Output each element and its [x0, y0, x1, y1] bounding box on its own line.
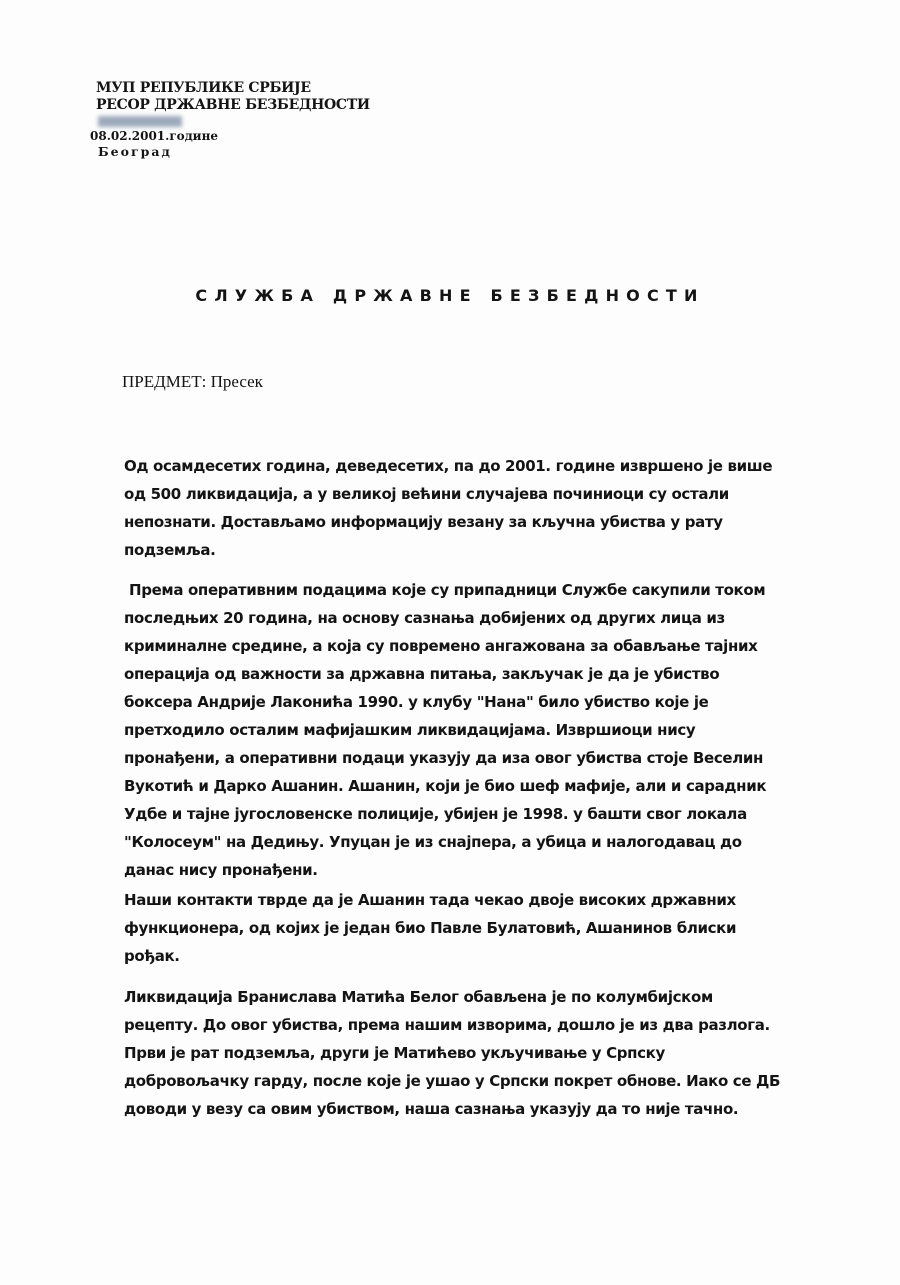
- ministry-name: МУП РЕПУБЛИКЕ СРБИЈЕ: [96, 80, 311, 96]
- text-line: Први је рат подземља, други је Матићево укључивање у Српску: [124, 1044, 665, 1062]
- text-line: Према оперативним подацима које су припадници Службе сакупили током: [129, 581, 766, 599]
- paragraph-1: [124, 452, 824, 564]
- paragraph-2: [124, 576, 824, 884]
- redacted-reference-number: [98, 116, 182, 127]
- text-line: Удбе и тајне југословенске полиције, убијен је 1998. у башти свог локала: [124, 805, 747, 823]
- letterhead: [90, 80, 370, 160]
- text-line: "Колосеум" на Дедињу. Упуцан је из снајпера, а убица и налогодавац до: [124, 833, 742, 851]
- paragraph-4: [124, 983, 824, 1123]
- text-line: операција од важности за државна питања, закључак је да је убиство: [124, 665, 720, 683]
- document-title: СЛУЖБА ДРЖАВНЕ БЕЗБЕДНОСТИ: [195, 286, 705, 305]
- text-line: последњих 20 година, на основу сазнања добијених од других лица из: [124, 609, 725, 627]
- text-line: непознати. Достављамо информацију везану за кључна убиства у рату: [124, 513, 723, 531]
- document-subject: ПРЕДМЕТ: Пресек: [122, 372, 263, 391]
- text-line: Наши контакти тврде да је Ашанин тада чекао двоје високих државних: [124, 891, 736, 909]
- text-line: функционера, од којих је један био Павле Булатовић, Ашанинов блиски: [124, 919, 737, 937]
- text-line: Вукотић и Дарко Ашанин. Ашанин, који је био шеф мафије, али и сарадник: [124, 777, 767, 795]
- text-line: пронађени, а оперативни подаци указују да иза овог убиства стоје Веселин: [124, 749, 764, 767]
- document-city: Београд: [98, 144, 172, 159]
- text-line: Од осамдесетих година, деведесетих, па до 2001. године извршено је више: [124, 457, 773, 475]
- document-date: 08.02.2001.године: [90, 129, 219, 143]
- text-line: Ликвидација Бранислава Матића Белог обављена је по колумбијском: [124, 988, 713, 1006]
- text-line: рођак.: [124, 947, 180, 965]
- text-line: рецепту. До овог убиства, према нашим изворима, дошло је из два разлога.: [124, 1016, 770, 1034]
- text-line: доводи у везу са овим убиством, наша сазнања указују да то није тачно.: [124, 1100, 739, 1118]
- text-line: подземља.: [124, 541, 216, 559]
- text-line: боксера Андрије Лаконића 1990. у клубу "Нана" било убиство које је: [124, 693, 709, 711]
- text-line: добровољачку гарду, после које је ушао у Српски покрет обнове. Иако се ДБ: [124, 1072, 781, 1090]
- text-line: претходило осталим мафијашким ликвидацијама. Извршиоци нису: [124, 721, 696, 739]
- text-line: од 500 ликвидација, а у великој већини случајева починиоци су остали: [124, 485, 729, 503]
- text-line: криминалне средине, а која су повремено ангажована за обављање тајних: [124, 637, 758, 655]
- text-line: данас нису пронађени.: [124, 861, 318, 879]
- paragraph-3: [124, 886, 824, 970]
- department-name: РЕСОР ДРЖАВНЕ БЕЗБЕДНОСТИ: [96, 97, 370, 113]
